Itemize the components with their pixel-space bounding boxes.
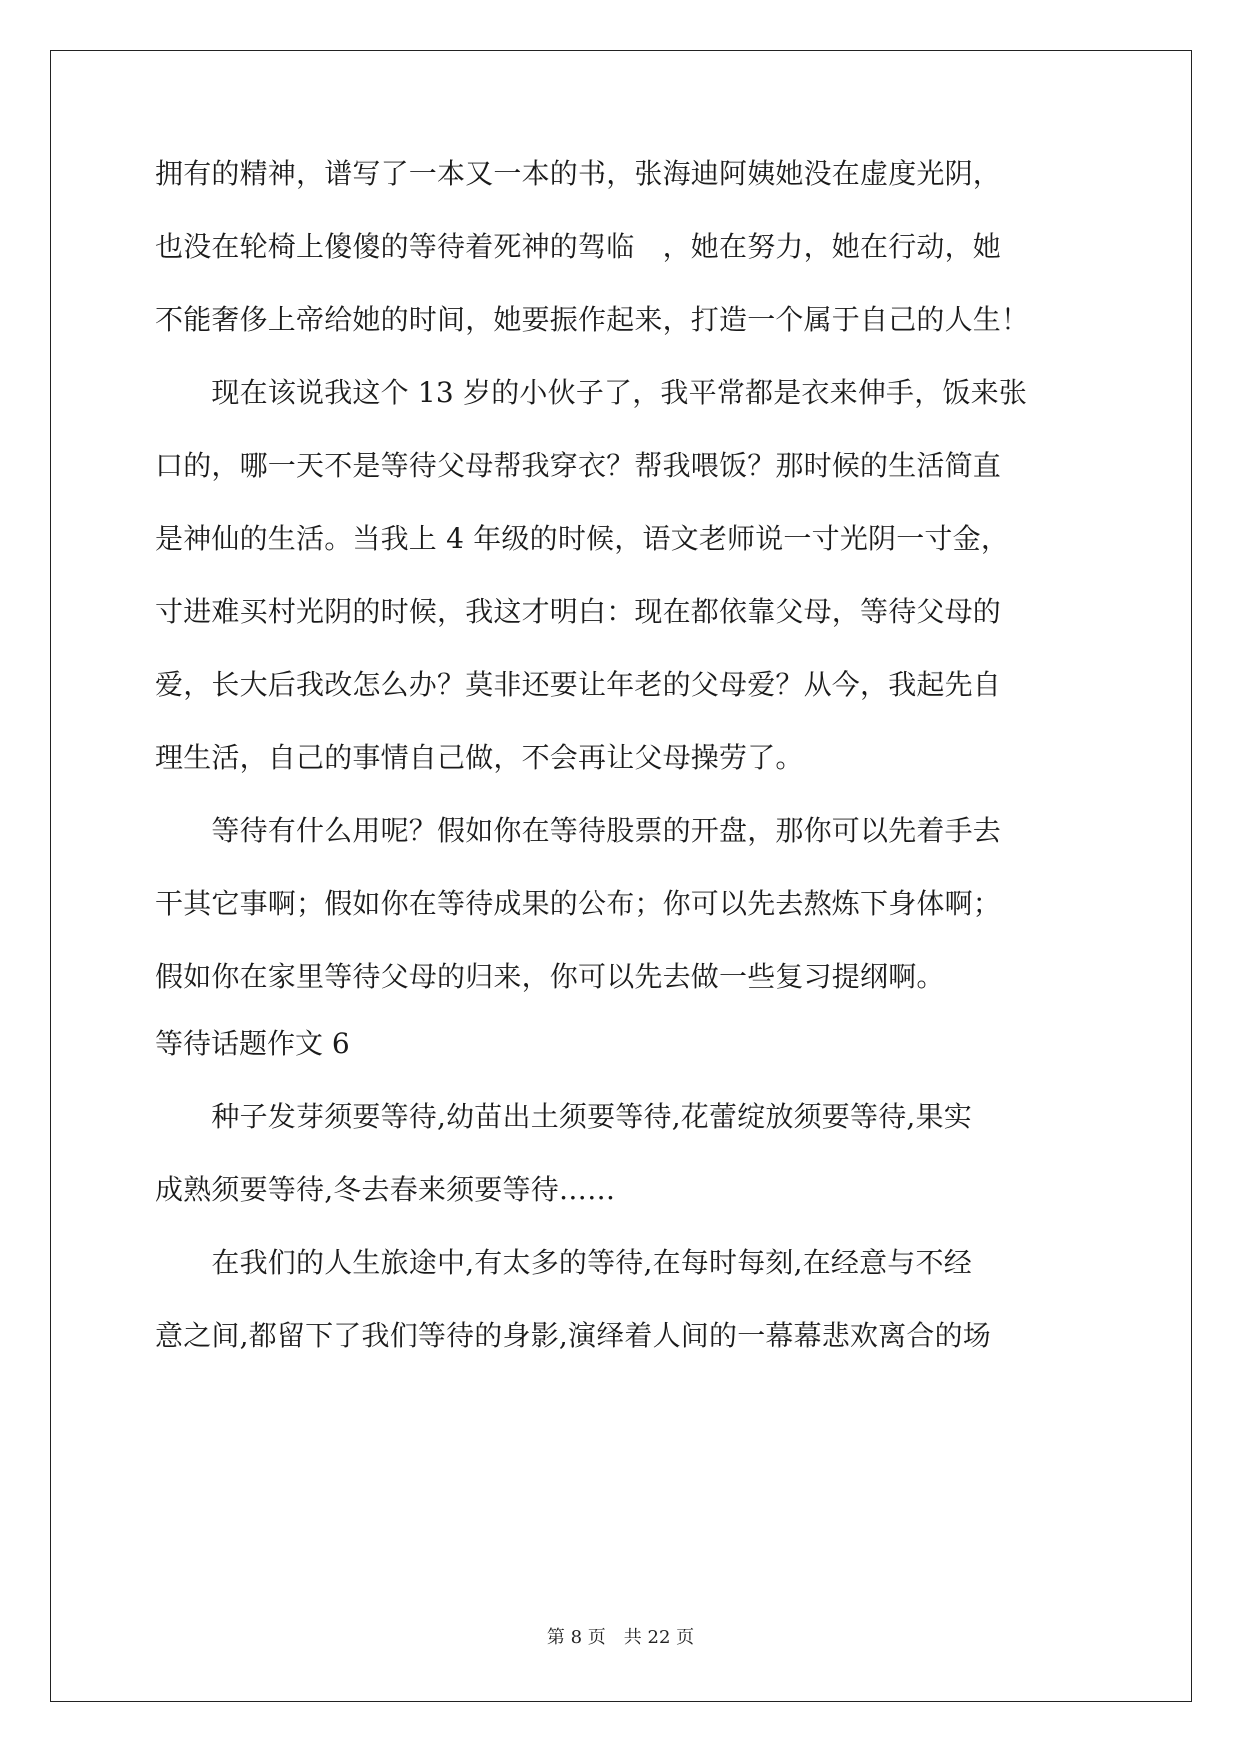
text-line: 理生活，自己的事情自己做，不会再让父母操劳了。	[155, 741, 804, 774]
page-border	[50, 50, 1192, 1702]
text-line: 口的，哪一天不是等待父母帮我穿衣？帮我喂饭？那时候的生活简直	[155, 449, 1002, 482]
text-line: 在我们的人生旅途中,有太多的等待,在每时每刻,在经意与不经	[155, 1246, 972, 1279]
page-footer: 第 8 页 共 22 页	[546, 1627, 695, 1648]
text-line: 假如你在家里等待父母的归来，你可以先去做一些复习提纲啊。	[155, 960, 945, 993]
text-line: 寸进难买村光阴的时候，我这才明白：现在都依靠父母，等待父母的	[155, 595, 1002, 628]
text-line: 种子发芽须要等待,幼苗出土须要等待,花蕾绽放须要等待,果实	[155, 1100, 972, 1133]
text-line: 拥有的精神，谱写了一本又一本的书，张海迪阿姨她没在虚度光阴，	[155, 157, 1002, 190]
text-line: 现在该说我这个 13 岁的小伙子了，我平常都是衣来伸手，饭来张	[155, 376, 1028, 409]
section-title: 等待话题作文 6	[155, 1027, 350, 1060]
text-line: 干其它事啊；假如你在等待成果的公布；你可以先去熬炼下身体啊；	[155, 887, 1002, 920]
text-line: 也没在轮椅上傻傻的等待着死神的驾临 ，她在努力，她在行动，她	[155, 230, 1002, 263]
text-line: 成熟须要等待,冬去春来须要等待……	[155, 1173, 616, 1206]
text-line: 不能奢侈上帝给她的时间，她要振作起来，打造一个属于自己的人生！	[155, 303, 1030, 336]
text-line: 爱，长大后我改怎么办？莫非还要让年老的父母爱？从今，我起先自	[155, 668, 1002, 701]
text-line: 是神仙的生活。当我上 4 年级的时候，语文老师说一寸光阴一寸金，	[155, 522, 1010, 555]
text-line: 等待有什么用呢？假如你在等待股票的开盘，那你可以先着手去	[155, 814, 1002, 847]
text-line: 意之间,都留下了我们等待的身影,演绎着人间的一幕幕悲欢离合的场	[155, 1319, 992, 1352]
